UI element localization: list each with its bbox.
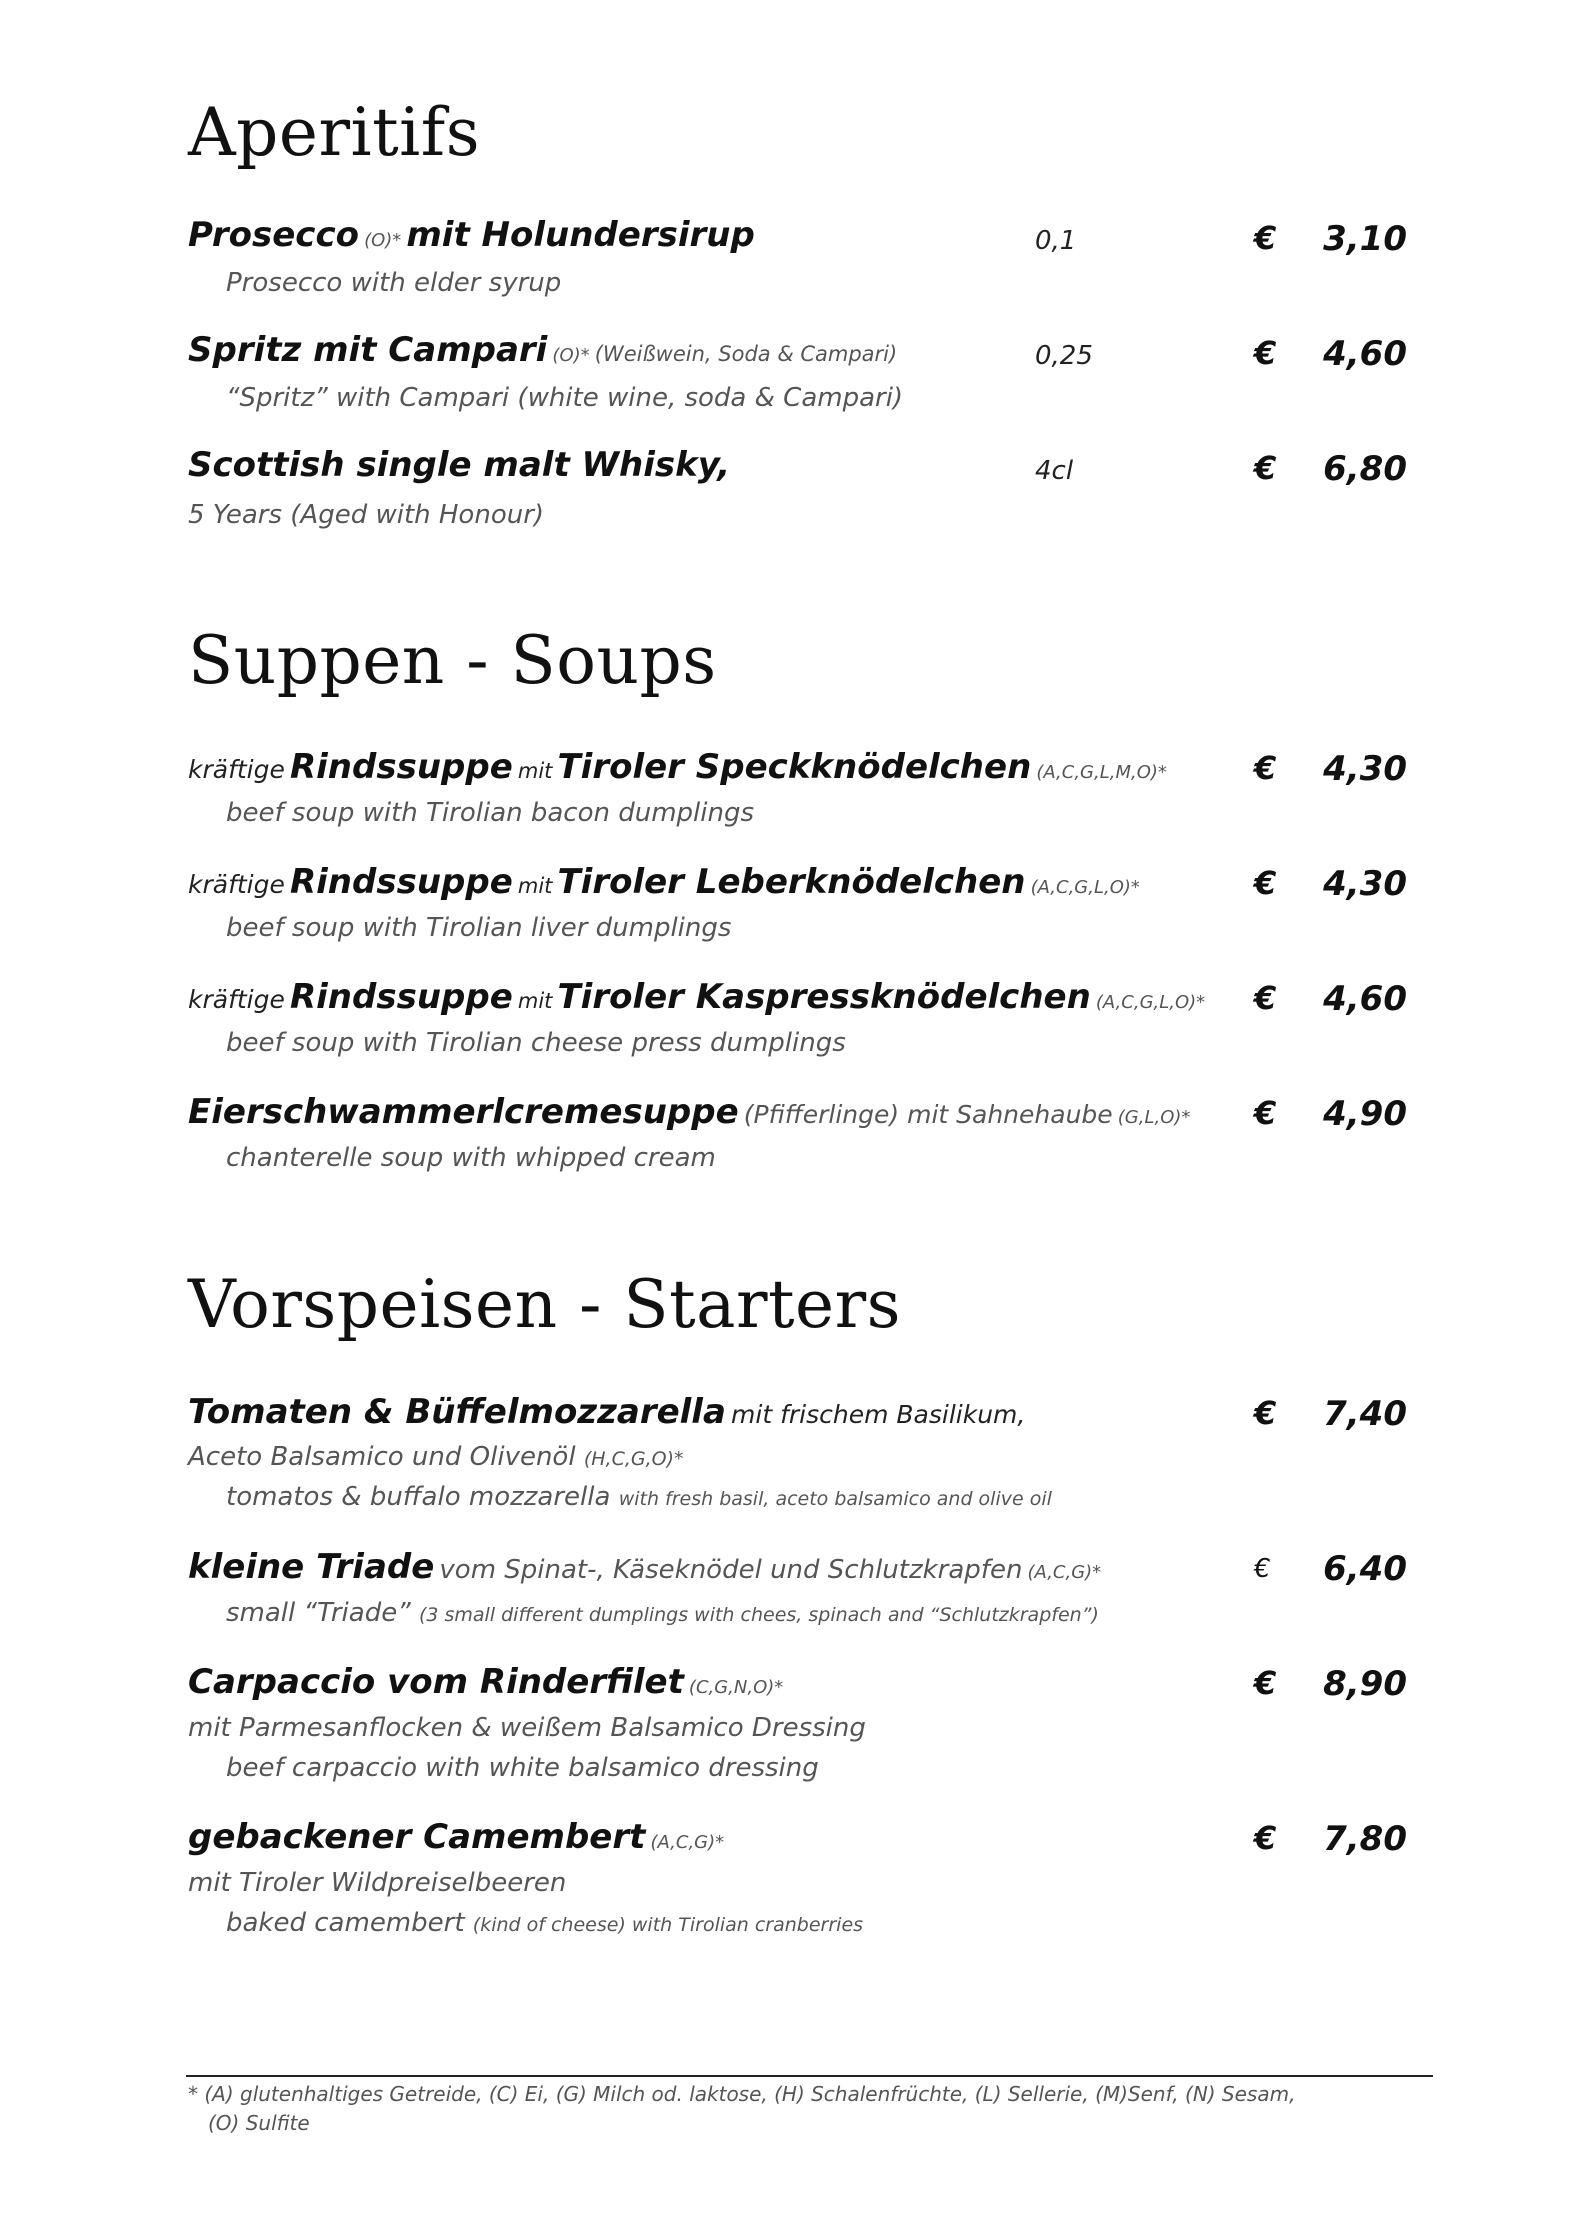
price: 7,80 <box>1323 1819 1407 1859</box>
price: 6,80 <box>1323 449 1407 489</box>
item-description: 5 Years (Aged with Honour) <box>188 500 545 530</box>
item-prefix: kräftige <box>188 755 285 784</box>
item-name-cont: mit Holundersirup <box>406 215 755 255</box>
section-title-starters: Vorspeisen - Starters <box>188 1266 902 1343</box>
item-note: vom Spinat-, Käseknödel und Schlutzkrapfen <box>439 1555 1023 1585</box>
menu-item-camembert <box>188 1817 725 1857</box>
volume: 0,1 <box>1035 226 1077 256</box>
allergens: (A,C,G)* <box>1027 1562 1102 1583</box>
item-name-cont: Tiroler Leberknödelchen <box>557 862 1026 902</box>
item-description-small: with fresh basil, aceto balsamico and olive oil <box>618 1488 1052 1510</box>
item-connector: mit <box>517 989 553 1013</box>
allergens: (C,G,N,O)* <box>688 1677 784 1698</box>
item-prefix: kräftige <box>188 870 285 899</box>
menu-item-prosecco <box>188 215 755 255</box>
allergens: (A,C,G,L,O)* <box>1030 877 1140 898</box>
item-name: gebackener Camembert <box>188 1817 646 1857</box>
volume: 0,25 <box>1035 341 1093 371</box>
item-description <box>226 1600 1099 1626</box>
allergens: (H,C,G,O)* <box>583 1448 684 1470</box>
price: 4,30 <box>1323 749 1407 789</box>
item-connector: mit <box>517 759 553 783</box>
allergens: (A,C,G)* <box>650 1832 725 1853</box>
item-description: beef carpaccio with white balsamico dressing <box>226 1753 819 1783</box>
currency-symbol: € <box>1254 1554 1271 1584</box>
currency-symbol: € <box>1254 219 1277 257</box>
section-title-aperitifs: Aperitifs <box>188 94 481 171</box>
section-title-soups: Suppen - Soups <box>188 622 717 699</box>
menu-item-soup-leberknoedel <box>188 862 1140 902</box>
menu-item-whisky <box>188 445 731 485</box>
price: 7,40 <box>1323 1394 1407 1434</box>
item-prefix: kräftige <box>188 985 285 1014</box>
allergens: (O)* <box>552 345 590 366</box>
currency-symbol: € <box>1254 979 1277 1017</box>
currency-symbol: € <box>1254 749 1277 787</box>
item-description: beef soup with Tirolian bacon dumplings <box>226 798 755 828</box>
item-description-text: small “Triade” <box>226 1598 411 1628</box>
item-description <box>226 1484 1052 1510</box>
item-description: beef soup with Tirolian cheese press dumplings <box>226 1028 846 1058</box>
item-name: Prosecco <box>188 215 359 255</box>
item-description: “Spritz” with Campari (white wine, soda & Campari) <box>226 383 904 413</box>
item-description-text: tomatos & buffalo mozzarella <box>226 1482 611 1512</box>
menu-item-soup-kaspressknoedel <box>188 977 1206 1017</box>
item-description: Prosecco with elder syrup <box>226 268 562 298</box>
menu-item-soup-eierschwammerl <box>188 1092 1191 1132</box>
item-name: Rindssuppe <box>289 977 513 1017</box>
item-name: Carpaccio vom Rinderfilet <box>188 1662 684 1702</box>
item-description: chanterelle soup with whipped cream <box>226 1143 716 1173</box>
item-description-text: baked camembert <box>226 1908 465 1938</box>
item-name: Scottish single malt Whisky, <box>188 445 731 485</box>
item-name: Spritz mit Campari <box>188 330 548 370</box>
volume: 4cl <box>1035 456 1074 486</box>
currency-symbol: € <box>1254 449 1277 487</box>
item-line2-text: Aceto Balsamico und Olivenöl <box>188 1442 576 1472</box>
price: 6,40 <box>1323 1549 1407 1589</box>
item-description-small: (kind of cheese) with Tirolian cranberries <box>472 1914 864 1936</box>
price: 3,10 <box>1323 219 1407 259</box>
allergens: (O)* <box>364 230 402 251</box>
item-name-cont: Tiroler Speckknödelchen <box>557 747 1032 787</box>
price: 4,30 <box>1323 864 1407 904</box>
menu-item-tomato-mozzarella <box>188 1392 1026 1432</box>
item-description: beef soup with Tirolian liver dumplings <box>226 913 732 943</box>
allergens: (G,L,O)* <box>1117 1107 1191 1128</box>
item-note: (Weißwein, Soda & Campari) <box>594 342 898 366</box>
item-description-small: (3 small different dumplings with chees, spinach and “Schlutzkrapfen”) <box>418 1604 1099 1626</box>
item-line2: mit Tiroler Wildpreiselbeeren <box>188 1868 567 1898</box>
item-name-cont: mit frischem Basilikum, <box>731 1400 1026 1429</box>
price: 4,60 <box>1323 334 1407 374</box>
item-name: Tomaten & Büffelmozzarella <box>188 1392 726 1432</box>
menu-item-carpaccio <box>188 1662 784 1702</box>
price: 4,60 <box>1323 979 1407 1019</box>
footnote-allergens: * (A) glutenhaltiges Getreide, (C) Ei, (G) Milch od. laktose, (H) Schalenfrüchte, (L) Sellerie, (M)Senf, (N) Sesam, <box>188 2082 1296 2106</box>
item-name-cont: Tiroler Kaspressknödelchen <box>557 977 1091 1017</box>
item-connector: mit <box>517 874 553 898</box>
menu-item-kleine-triade <box>188 1547 1102 1587</box>
item-name: Eierschwammerlcremesuppe <box>188 1092 739 1132</box>
menu-item-spritz <box>188 330 898 370</box>
item-name: kleine Triade <box>188 1547 435 1587</box>
currency-symbol: € <box>1254 864 1277 902</box>
currency-symbol: € <box>1254 1819 1277 1857</box>
item-note: (Pfifferlinge) mit Sahnehaube <box>743 1100 1113 1129</box>
menu-item-soup-speckknoedel <box>188 747 1167 787</box>
item-name: Rindssuppe <box>289 747 513 787</box>
currency-symbol: € <box>1254 1394 1277 1432</box>
allergens: (A,C,G,L,M,O)* <box>1036 762 1167 783</box>
price: 4,90 <box>1323 1094 1407 1134</box>
footnote-allergens-cont: (O) Sulfite <box>208 2111 310 2135</box>
allergens: (A,C,G,L,O)* <box>1095 992 1206 1013</box>
currency-symbol: € <box>1254 1664 1277 1702</box>
item-name: Rindssuppe <box>289 862 513 902</box>
currency-symbol: € <box>1254 1094 1277 1132</box>
currency-symbol: € <box>1254 334 1277 372</box>
item-line2 <box>188 1444 684 1470</box>
item-description <box>226 1910 863 1936</box>
item-line2: mit Parmesanflocken & weißem Balsamico Dressing <box>188 1713 866 1743</box>
price: 8,90 <box>1323 1664 1407 1704</box>
footnote-divider <box>186 2075 1433 2077</box>
